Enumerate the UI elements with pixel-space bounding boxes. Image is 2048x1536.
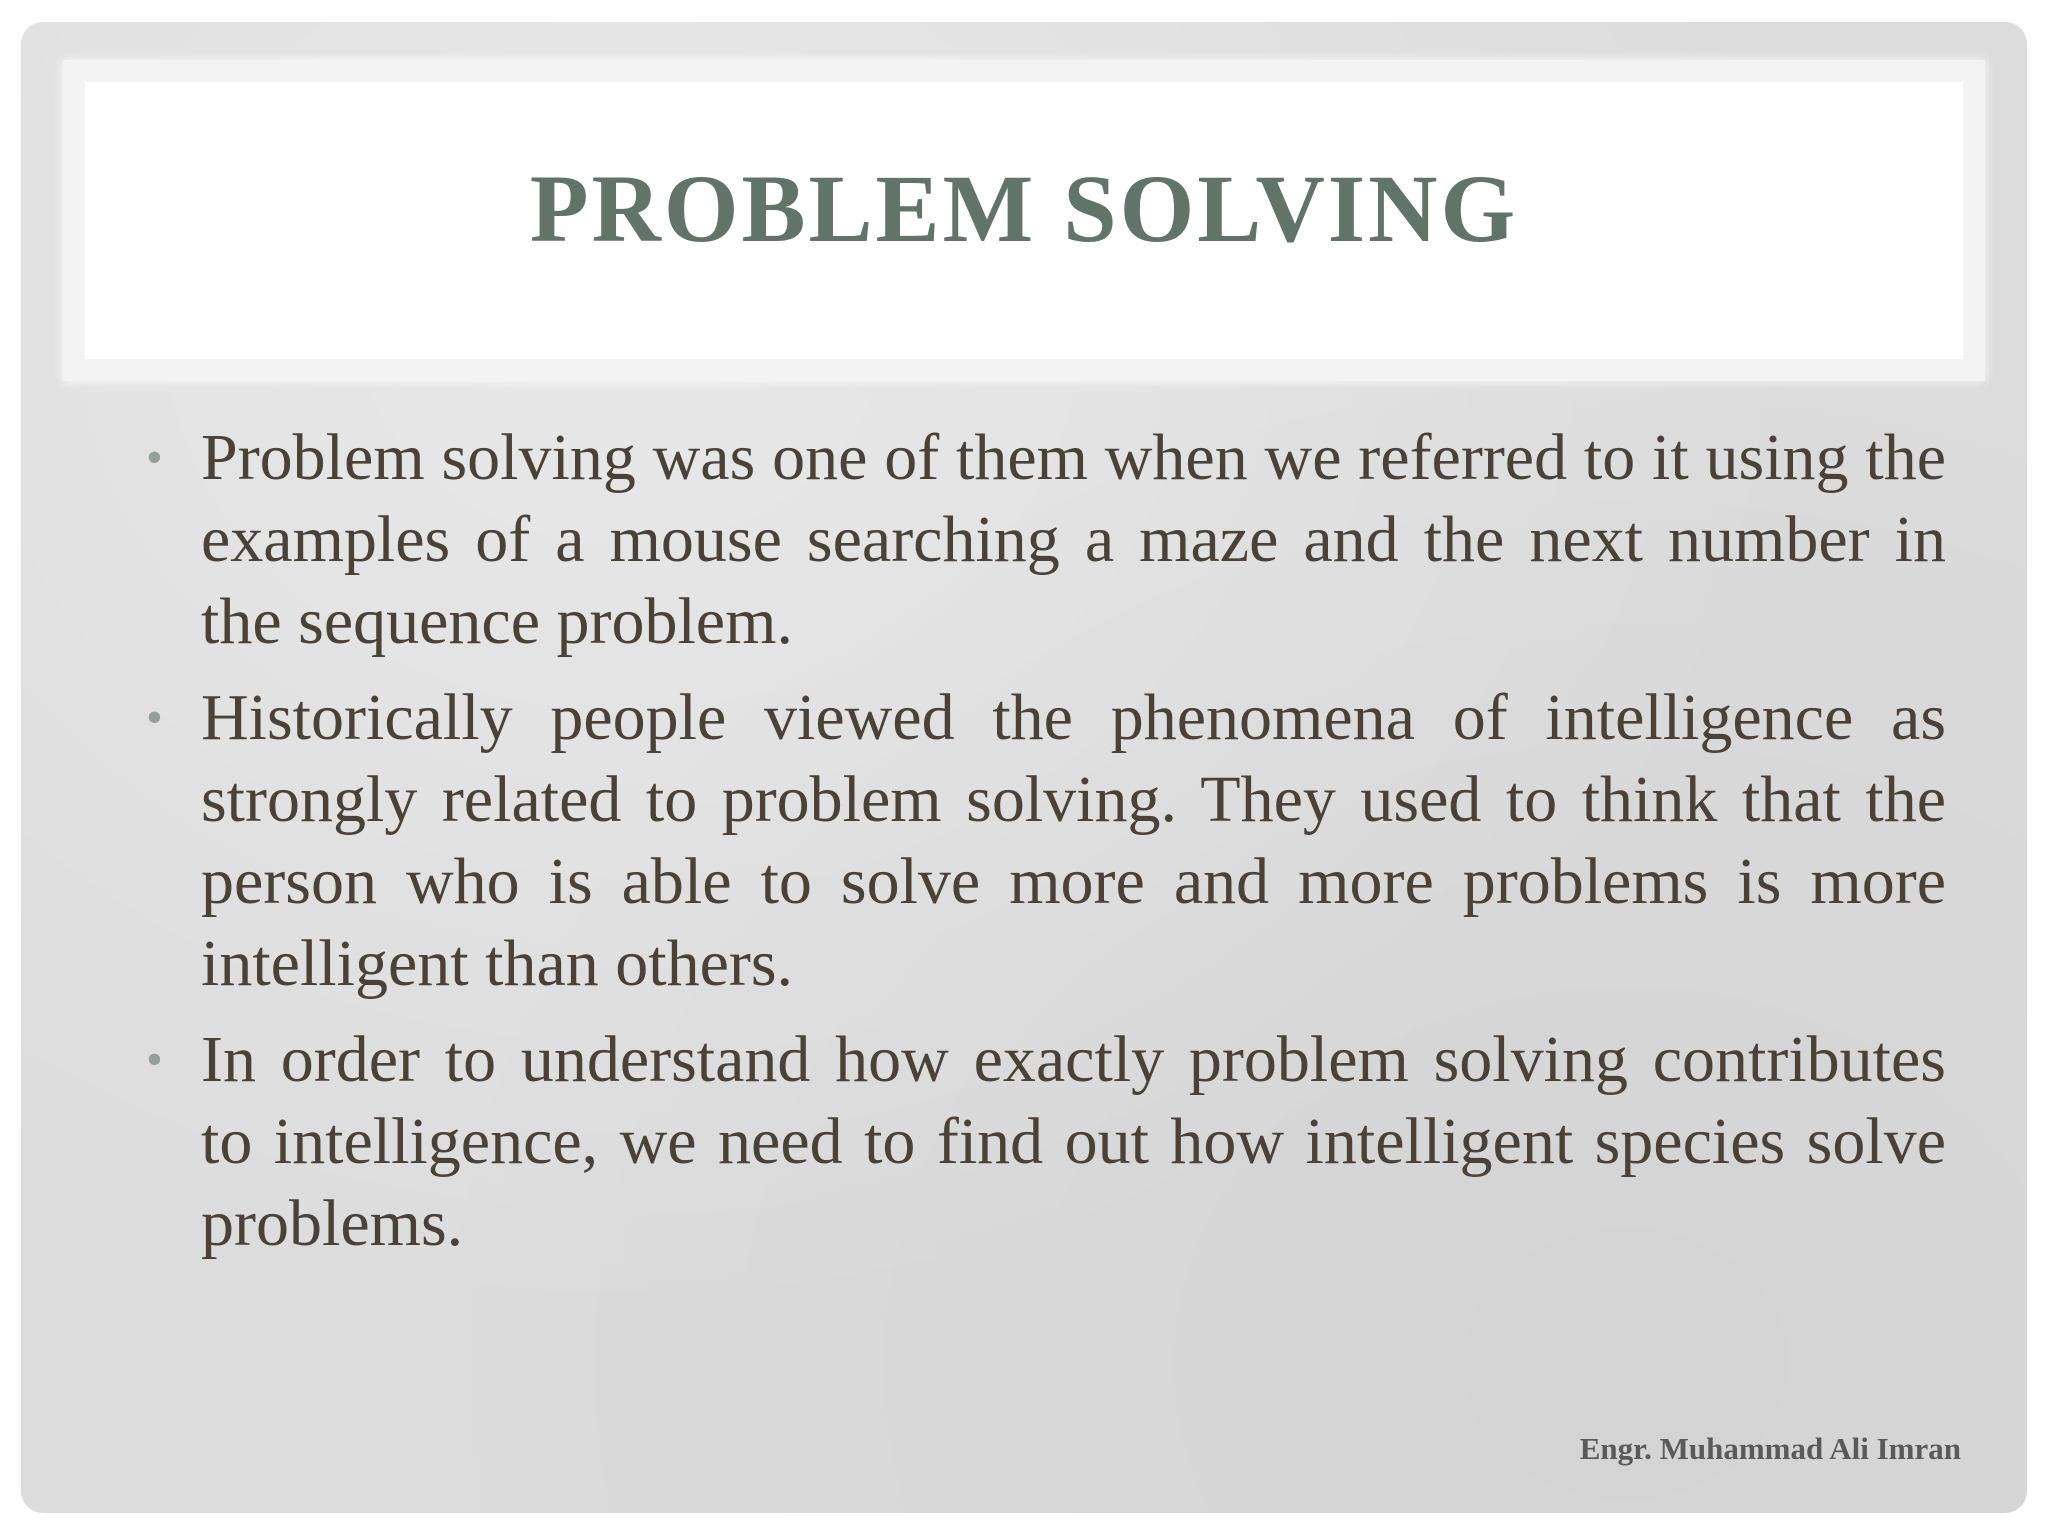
bullet-icon: • — [146, 1033, 163, 1086]
bullet-icon: • — [146, 691, 163, 744]
footer-author: Engr. Muhammad Ali Imran — [1579, 1431, 1961, 1466]
title-box — [85, 82, 1963, 359]
slide-title: PROBLEM SOLVING — [529, 154, 1519, 262]
bullet-icon: • — [146, 431, 163, 484]
title-band — [63, 60, 1985, 381]
slide — [21, 22, 2027, 1513]
bullet-item — [146, 677, 1946, 1005]
bullet-item — [146, 417, 1946, 663]
bullet-text: Historically people viewed the phenomena of intelligence as strongly related to problem solving. They used to think that the person who is able to solve more and more problems is more intelligent than others. — [201, 681, 1946, 1000]
bullet-text: Problem solving was one of them when we referred to it using the examples of a mouse searching a maze and the next number in the sequence problem. — [201, 421, 1946, 658]
bullet-text: In order to understand how exactly problem solving contributes to intelligence, we need to find out how intelligent species solve problems. — [201, 1023, 1946, 1260]
bullet-item — [146, 1019, 1946, 1265]
bullet-list — [146, 417, 1946, 1279]
